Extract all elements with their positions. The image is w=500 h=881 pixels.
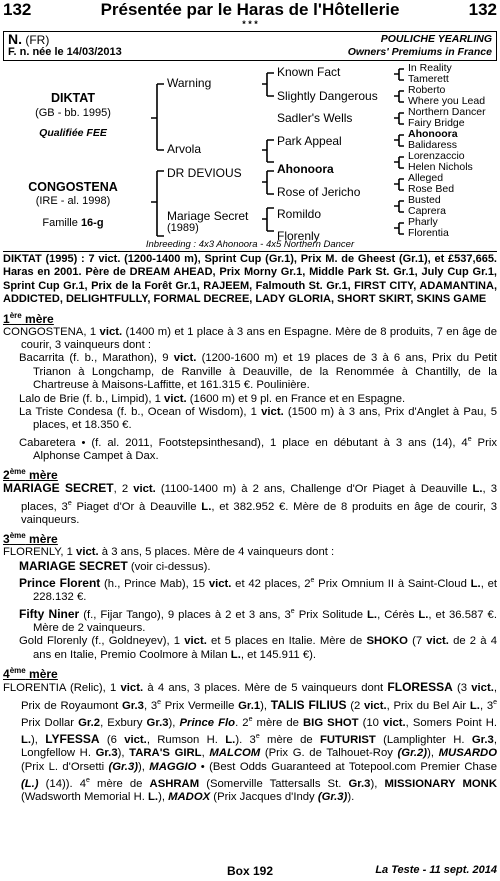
second-dam-heading: 2ème mère xyxy=(3,467,58,483)
g3-park-appeal: Park Appeal xyxy=(277,134,342,148)
g4-pharly: Pharly xyxy=(408,216,438,228)
sire-info: (GB - bb. 1995) xyxy=(35,107,111,119)
produce-bacarrita: Bacarrita (f. b., Marathon), 9 vict. (1200-1600 m) et 19 places de 3 à 6 ans, Prix du Petit Trianon à Longchamp, de Ranville à Deauville, de la Renommée à Chantilly, de la Chartreuse à Maisons-Laffitte, et 161.315 €. Poulinière. xyxy=(19,352,498,392)
g4-helen-nichols: Helen Nichols xyxy=(408,161,473,173)
g2-arvola: Arvola xyxy=(167,142,202,156)
page-footer xyxy=(3,864,497,879)
g4-in-reality: In Reality xyxy=(408,62,452,74)
g4-balidaress: Balidaress xyxy=(408,139,458,151)
produce-mariage-secret: MARIAGE SECRET (voir ci-dessus). xyxy=(19,558,211,573)
produce-prince-florent: Prince Florent (h., Prince Mab), 15 vict. et 42 places, 2e Prix Omnium II à Saint-Cloud L., et 228.132 €. xyxy=(19,576,497,604)
produce-lalo: Lalo de Brie (f. b., Limpid), 1 vict. (1600 m) et 9 pl. en France et en Espagne. xyxy=(19,392,406,405)
sire-name: DIKTAT xyxy=(51,91,95,105)
sire-qualification: Qualifiée FEE xyxy=(39,127,107,139)
g4-fairy-bridge: Fairy Bridge xyxy=(408,117,465,129)
g4-tamerett: Tamerett xyxy=(408,73,449,85)
lot-identity-box xyxy=(3,31,497,61)
second-dam-text: MARIAGE SECRET, 2 vict. (1100-1400 m) à 2 ans, Challenge d'Or Piaget à Deauville L., 3 places, 3e Piaget d'Or à Deauville L., et 382.952 €. Mère de 8 produits en âge de courir, 3 vainqueurs. xyxy=(3,481,498,527)
g3-slightly-dangerous: Slightly Dangerous xyxy=(277,89,378,103)
fourth-dam-text: FLORENTIA (Relic), 1 vict. à 4 ans, 3 places. Mère de 5 vainqueurs dont FLORESSA (3 vict., Prix de Royaumont Gr.3, 3e Prix Vermeille Gr.1), TALIS FILIUS (2 vict., Prix du Bel Air L., 3e Prix Dollar Gr.2, Exbury Gr.3), Prince Flo. 2e mère de BIG SHOT (10 vict., Somers Point H. L.), LYFESSA (6 vict., Rumson H. L.). 3e mère de FUTURIST (Lamplighter H. Gr.3, Longfellow H. Gr.3), TARA'S GIRL, MALCOM (Prix G. de Talhouet-Roy (Gr.2)), MUSARDO (Prix L. d'Orsetti (Gr.3)), MAGGIO • (Best Odds Guaranteed at Totepool.com Premier Chase (L.) (14)). 4e mère de ASHRAM (Somerville Tattersalls St. Gr.3), MISSIONARY MONK (Wadsworth Memorial H. L.), MADOX (Prix Jacques d'Indy (Gr.3)). xyxy=(3,680,498,804)
g3-sadlers-wells: Sadler's Wells xyxy=(277,111,353,125)
g3-romildo: Romildo xyxy=(277,207,322,221)
g2-mariage-secret-year: (1989) xyxy=(167,222,199,234)
g4-where-you-lead: Where you Lead xyxy=(408,95,486,107)
sale-info: La Teste - 11 sept. 2014 xyxy=(375,864,497,876)
header-stars: * * * xyxy=(242,19,258,29)
dam-info: (IRE - al. 1998) xyxy=(35,195,111,207)
lot-number-right: 132 xyxy=(468,0,497,19)
first-dam-text: CONGOSTENA, 1 vict. (1400 m) et 1 place à 3 ans en Espagne. Mère de 8 produits, 7 en âge de courir, 3 vainqueurs dont : xyxy=(3,325,498,352)
g3-known-fact: Known Fact xyxy=(277,65,341,79)
g4-alleged: Alleged xyxy=(408,172,444,184)
page-header xyxy=(3,1,497,19)
third-dam-heading: 3ème mère xyxy=(3,531,58,547)
catalogue-page xyxy=(3,0,497,881)
lot-country: (FR) xyxy=(25,33,50,47)
g4-busted: Busted xyxy=(408,194,441,206)
g3-florenly: Florenly xyxy=(277,229,320,243)
first-dam-heading: 1ère mère xyxy=(3,310,54,326)
g4-caprera: Caprera xyxy=(408,205,446,217)
g4-florentia: Florentia xyxy=(408,227,449,239)
lot-sex: POULICHE YEARLING xyxy=(380,33,492,45)
dam-family: Famille 16-g xyxy=(42,217,104,229)
produce-cabaretera: Cabaretera • (f. al. 2011, Footstepsinthesand), 1 place en débutant à 3 ans (14), 4e Prix Alphonse Campet à Dax. xyxy=(19,435,497,463)
produce-gold-florenly: Gold Florenly (f., Goldneyev), 1 vict. et 5 places en Italie. Mère de SHOKO (7 vict. de 2 à 4 ans en Italie, Premio Coolmore à Milan L., et 145.911 €). xyxy=(19,635,497,661)
g2-mariage-secret: Mariage Secret xyxy=(167,209,249,223)
pedigree-table xyxy=(3,61,497,252)
catalogue-body xyxy=(3,253,497,805)
g3-ahonoora: Ahonoora xyxy=(277,162,334,176)
g3-rose-of-jericho: Rose of Jericho xyxy=(277,185,361,199)
produce-fifty-niner: Fifty Niner (f., Fijar Tango), 9 places à 2 et 3 ans, 3e Prix Solitude L., Cérès L., et 36.587 €. Mère de 2 vainqueurs. xyxy=(19,606,497,634)
g2-warning: Warning xyxy=(167,76,212,90)
dam-name: CONGOSTENA xyxy=(28,180,118,194)
consignor-title: Présentée par le Haras de l'Hôtellerie xyxy=(100,0,400,19)
g4-roberto: Roberto xyxy=(408,84,446,96)
g4-rose-bed: Rose Bed xyxy=(408,183,455,195)
inbreeding-note: Inbreeding : 4x3 Ahonoora - 4x5 Northern Dancer xyxy=(145,239,355,250)
lot-birth: F. n. née le 14/03/2013 xyxy=(8,46,122,58)
g4-lorenzaccio: Lorenzaccio xyxy=(408,150,465,162)
box-number: Box 192 xyxy=(226,864,274,878)
lot-name-line xyxy=(8,32,49,47)
produce-triste-condesa: La Triste Condesa (f. b., Ocean of Wisdom), 1 vict. (1500 m) à 3 ans, Prix d'Anglet à Pau, 5 places, et 18.350 €. xyxy=(19,406,498,432)
lot-name: N. xyxy=(8,31,22,47)
fourth-dam-heading: 4ème mère xyxy=(3,666,58,682)
sire-record: DIKTAT (1995) : 7 vict. (1200-1400 m), Sprint Cup (Gr.1), Prix M. de Gheest (Gr.1), et £537,665. Haras en 2001. Père de DREAM AHEAD, Prix Morny Gr.1, Middle Park St. Gr.1, July Cup Gr.1, Sprint Cup Gr.1, Prix de la Forêt Gr.1, RAJEEM, Falmouth St. Gr.1, FIRST CITY, ADAMANTINA, ADDICTED, DELIGHTFULLY, FORMAL DECREE, LADY GLORIA, SHORT SKIRT, SKINS GAME xyxy=(3,253,497,306)
family-value: 16-g xyxy=(80,217,104,229)
lot-premiums: Owners' Premiums in France xyxy=(347,46,492,58)
lot-number-left: 132 xyxy=(3,0,32,19)
g2-dr-devious: DR DEVIOUS xyxy=(167,166,242,180)
third-dam-text: FLORENLY, 1 vict. à 3 ans, 5 places. Mère de 4 vainqueurs dont : xyxy=(3,546,335,559)
g4-ahonoora: Ahonoora xyxy=(408,128,458,140)
g4-northern-dancer: Northern Dancer xyxy=(408,106,486,118)
